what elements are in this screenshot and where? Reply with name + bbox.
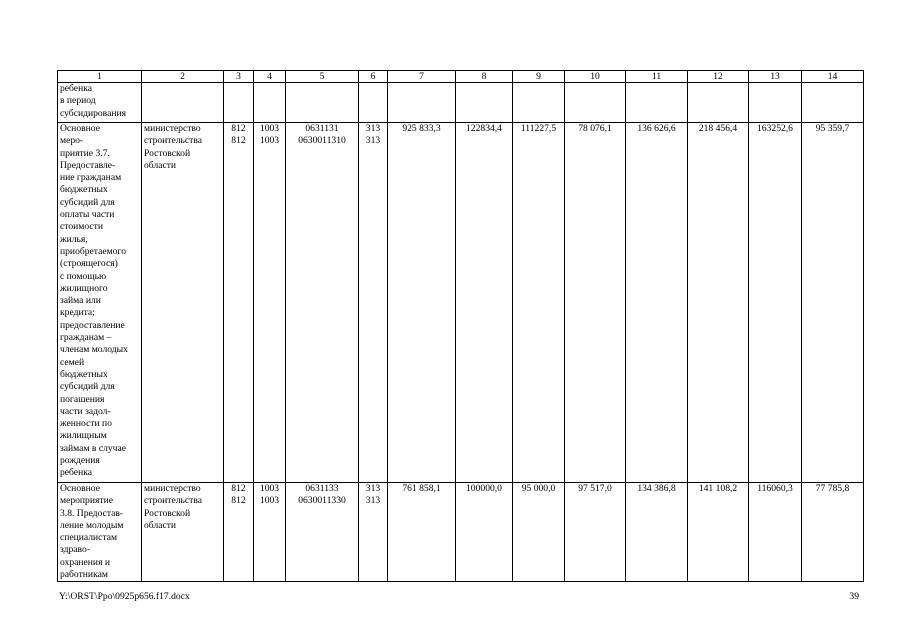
column-header-1: 1 (58, 71, 142, 83)
year-2016-cell: 97 517,0 (565, 483, 626, 582)
year-2018-cell (688, 83, 749, 123)
vr-cell (359, 83, 388, 123)
event-name-cell-line: (строящегося) (60, 258, 118, 270)
column-header-2: 2 (142, 71, 224, 83)
year-2015-cell (513, 83, 565, 123)
rz-pr-cell (254, 83, 286, 123)
event-name-cell-line: субсидий для (60, 196, 115, 208)
year-2014-cell (456, 83, 513, 123)
event-name-cell-line: предоставление (60, 319, 125, 331)
rz-pr-cell-line: 1003 (259, 483, 280, 494)
event-name-cell-line: Основное (60, 123, 100, 134)
column-header-9: 9 (513, 71, 565, 83)
event-name-cell-line: бюджетных (60, 184, 108, 196)
executor-cell (142, 483, 224, 582)
grbs-cell-line: 812 (231, 135, 246, 147)
year-2017-cell: 136 626,6 (626, 123, 688, 483)
column-header-4: 4 (254, 71, 286, 83)
event-name-cell-line: 3.8. Предостав- (60, 507, 124, 519)
vr-cell-line: 313 (365, 483, 381, 494)
rz-pr-cell (254, 483, 286, 582)
executor-cell (142, 83, 224, 123)
column-header-12: 12 (688, 71, 749, 83)
year-2017-cell (626, 83, 688, 123)
total-cell: 761 858,1 (388, 483, 456, 582)
header-row (58, 71, 864, 83)
column-header-14: 14 (802, 71, 864, 83)
csr-cell (286, 483, 359, 582)
executor-cell-line: области (144, 519, 177, 531)
vr-cell (359, 483, 388, 582)
total-cell (388, 83, 456, 123)
footer-file-path: Y:\ORST\Ppo\0925p656.f17.docx (59, 591, 190, 602)
event-name-cell-line: субсидий для (60, 381, 115, 393)
year-2015-cell: 111227,5 (513, 123, 565, 483)
event-name-cell-line: гражданам – (60, 332, 112, 344)
executor-cell-line: строительства (144, 135, 203, 147)
year-2016-cell (565, 83, 626, 123)
vr-cell-line: 313 (365, 495, 381, 507)
event-name-cell-line: займам в случае (60, 442, 127, 454)
executor-cell-line: строительства (144, 495, 203, 507)
total-cell: 925 833,3 (388, 123, 456, 483)
event-name-cell-line: субсидирования (60, 107, 127, 119)
csr-cell-line: 0630011330 (298, 495, 346, 507)
event-name-cell-line: ребенка (60, 83, 92, 94)
event-name-cell-line: погашения (60, 393, 105, 405)
column-header-7: 7 (388, 71, 456, 83)
rz-pr-cell-line: 1003 (259, 495, 280, 507)
csr-cell-line: 0631131 (305, 123, 339, 134)
executor-cell-line: Ростовской (144, 507, 191, 519)
event-name-cell-line: с помощью (60, 270, 107, 282)
event-name-cell-line: Основное (60, 483, 100, 494)
rz-pr-cell-line: 1003 (259, 135, 280, 147)
event-name-cell-line: работникам (60, 569, 108, 581)
event-name-cell-line: жилья, (60, 233, 88, 245)
rz-pr-cell-line: 1003 (259, 123, 280, 134)
column-header-10: 10 (565, 71, 626, 83)
column-header-3: 3 (224, 71, 254, 83)
grbs-cell (224, 123, 254, 483)
event-name-cell-line: специалистам (60, 532, 118, 544)
event-name-cell-line: бюджетных (60, 368, 108, 380)
year-2015-cell: 95 000,0 (513, 483, 565, 582)
grbs-cell-line: 812 (231, 123, 246, 134)
executor-cell-line: области (144, 159, 177, 171)
rz-pr-cell (254, 123, 286, 483)
event-name-cell (58, 123, 142, 483)
event-name-cell-line: меро- (60, 135, 84, 147)
csr-cell-line: 0630011310 (298, 135, 346, 147)
event-name-cell-line: займа или (60, 295, 101, 307)
event-name-cell-line: членам молодых (60, 344, 128, 356)
event-name-cell-line: в период (60, 95, 96, 107)
event-name-cell-line: стоимости (60, 221, 103, 233)
vr-cell (359, 123, 388, 483)
year-2020-cell: 77 785,8 (802, 483, 864, 582)
event-name-cell (58, 483, 142, 582)
column-header-13: 13 (749, 71, 802, 83)
event-name-cell-line: приобретаемого (60, 245, 126, 257)
table-row (58, 483, 864, 582)
grbs-cell-line: 812 (231, 483, 246, 494)
csr-cell (286, 83, 359, 123)
year-2018-cell: 218 456,4 (688, 123, 749, 483)
year-2017-cell: 134 386,8 (626, 483, 688, 582)
event-name-cell-line: Предоставле- (60, 159, 116, 171)
event-name-cell-line: женности по (60, 418, 112, 430)
event-name-cell-line: жилищного (60, 282, 108, 294)
year-2019-cell: 163252,6 (749, 123, 802, 483)
column-header-11: 11 (626, 71, 688, 83)
executor-cell-line: министерство (144, 483, 201, 494)
event-name-cell-line: ние гражданам (60, 172, 122, 184)
event-name-cell-line: жилищным (60, 430, 107, 442)
table-row (58, 123, 864, 483)
executor-cell-line: министерство (144, 123, 201, 134)
column-header-6: 6 (359, 71, 388, 83)
event-name-cell-line: ление молодым (60, 519, 124, 531)
event-name-cell-line: семей (60, 356, 85, 368)
event-name-cell (58, 83, 142, 123)
csr-cell-line: 0631133 (305, 483, 339, 494)
column-header-5: 5 (286, 71, 359, 83)
csr-cell (286, 123, 359, 483)
year-2016-cell: 78 076,1 (565, 123, 626, 483)
grbs-cell-line: 812 (231, 495, 246, 507)
year-2019-cell: 116060,3 (749, 483, 802, 582)
event-name-cell-line: здраво- (60, 544, 91, 556)
grbs-cell (224, 483, 254, 582)
vr-cell-line: 313 (365, 135, 381, 147)
event-name-cell-line: рождения (60, 455, 100, 467)
event-name-cell-line: ребенка (60, 467, 92, 479)
vr-cell-line: 313 (365, 123, 381, 134)
event-name-cell-line: приятие 3.7. (60, 147, 110, 159)
table-row (58, 83, 864, 123)
year-2018-cell: 141 108,2 (688, 483, 749, 582)
executor-cell-line: Ростовской (144, 147, 191, 159)
grbs-cell (224, 83, 254, 123)
executor-cell (142, 123, 224, 483)
year-2020-cell (802, 83, 864, 123)
event-name-cell-line: мероприятие (60, 495, 113, 507)
event-name-cell-line: оплаты части (60, 209, 115, 221)
budget-table (57, 70, 864, 582)
event-name-cell-line: охранения и (60, 556, 111, 568)
event-name-cell-line: кредита; (60, 307, 95, 319)
year-2014-cell: 122834,4 (456, 123, 513, 483)
year-2020-cell: 95 359,7 (802, 123, 864, 483)
event-name-cell-line: части задол- (60, 405, 111, 417)
column-header-8: 8 (456, 71, 513, 83)
footer-page-number: 39 (849, 591, 859, 602)
year-2014-cell: 100000,0 (456, 483, 513, 582)
year-2019-cell (749, 83, 802, 123)
